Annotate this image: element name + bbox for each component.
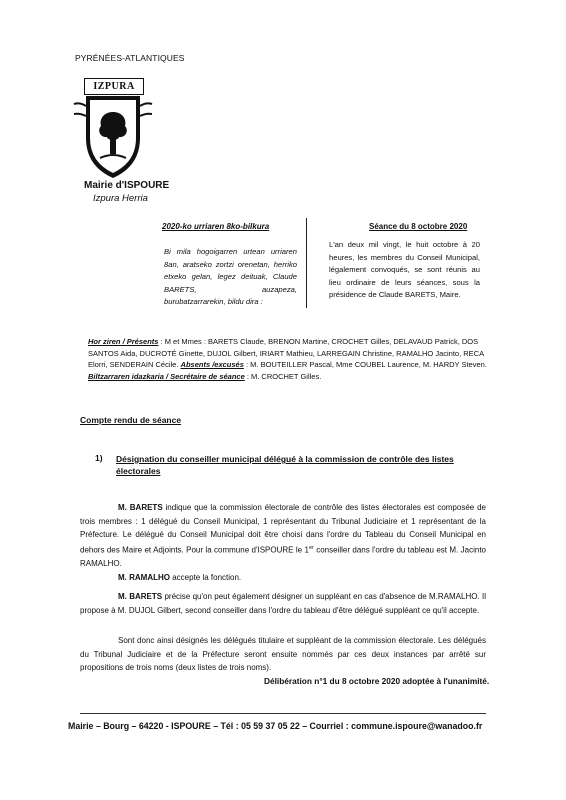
p2-speaker: M. RAMALHO — [118, 573, 170, 582]
column-divider — [306, 218, 307, 308]
p1-end: conseiller dans l'ordre du tableau est M. Jacinto RAMALHO. — [80, 545, 486, 568]
basque-session-text: Bi mila hogoigarren urtean urriaren 8an, aratseko zortzi orenetan, herriko etxeko gelan, legez deituak, Claude BARETS, auzapeza, burubatzarrarekin, bildu dira : — [164, 247, 297, 306]
basque-session-title: 2020-ko urriaren 8ko-bilkura — [162, 222, 270, 231]
item-number: 1) — [95, 453, 103, 463]
p1-text: indique que la commission électorale de contrôle des listes électorales est composée de trois membres : 1 délégué du Conseil Municipal, 1 représentant du Tribunal Judiciaire et 1 représentant de la Préfecture. Le délégué du Conseil Municipal doit être choisi dans l'ordre du Tableau du Conseil Municipal en dehors des Maire et Adjoints. Pour la commune d'ISPOURE le 1 — [80, 503, 486, 555]
logo-banner: IZPURA — [84, 78, 144, 95]
secretary-name: : M. CROCHET Gilles. — [244, 371, 322, 381]
p3-speaker: M. BARETS — [118, 592, 163, 601]
shield-icon — [70, 86, 156, 180]
p1-superscript: er — [308, 544, 314, 551]
report-title: Compte rendu de séance — [80, 415, 182, 425]
french-session-title: Séance du 8 octobre 2020 — [369, 222, 468, 231]
deliberation-result: Délibération n°1 du 8 octobre 2020 adoptée à l'unanimité. — [264, 676, 490, 686]
municipal-coat-of-arms — [70, 78, 156, 178]
present-label: Hor ziren / Présents — [88, 337, 159, 346]
mairie-subtitle: Izpura Herria — [93, 193, 148, 204]
absent-label: Absents /excusés — [180, 360, 244, 369]
mairie-name: Mairie d'ISPOURE — [84, 180, 170, 191]
region-label: PYRÉNÉES-ATLANTIQUES — [75, 53, 185, 63]
item-title: Désignation du conseiller municipal délégué à la commission de contrôle des listes électorales — [116, 454, 454, 476]
p2-text: accepte la fonction. — [170, 573, 242, 582]
p4-text: Sont donc ainsi désignés les délégués titulaire et suppléant de la commission électorale. Les délégués du Tribunal Judiciaire et de la Préfecture seront ensuite nommés par ces deux instances par arrêté sur propositions de trois noms (deux listes de trois noms). — [80, 636, 486, 672]
absent-list: : M. BOUTEILLER Pascal, Mme COUBEL Laurence, M. HARDY Steven. — [243, 360, 487, 369]
footer-contact: Mairie – Bourg – 64220 - ISPOURE – Tél : 05 59 37 05 22 – Courriel : commune.ispoure@wanadoo.fr — [68, 721, 483, 731]
paragraph-2 — [80, 571, 486, 585]
p3-text: précise qu'on peut également désigner un suppléant en cas d'absence de M.RAMALHO. Il propose à M. DUJOL Gilbert, second conseiller dans l'ordre du tableau d'être délégué suppléant ce qu'il accepte. — [80, 592, 487, 615]
p1-speaker: M. BARETS — [118, 503, 163, 512]
french-session-text: L'an deux mil vingt, le huit octobre à 20 heures, les membres du Conseil Municipal, légalement convoqués, se sont réunis au lieu ordinaire de leurs séances, sous la présidence de Claude BARETS, Maire. — [329, 240, 480, 299]
attendance-block — [88, 336, 488, 382]
secretary-label: Biltzarraren idazkaria / Secrétaire de séance — [88, 371, 245, 381]
paragraph-4 — [80, 634, 486, 675]
footer-divider — [80, 713, 486, 714]
paragraph-3 — [80, 590, 486, 617]
present-list: : M et Mmes : BARETS Claude, BRENON Martine, CROCHET Gilles, DELAVAUD Patrick, DOS SANTOS Aida, DUCROTÉ Ginette, DUJOL Gilbert, IRIART Mathieu, LARREGAIN Christine, RAMALHO Jacinto, RECA Elorri, SENDERAIN Cécile. — [88, 337, 484, 369]
paragraph-1 — [80, 501, 486, 570]
